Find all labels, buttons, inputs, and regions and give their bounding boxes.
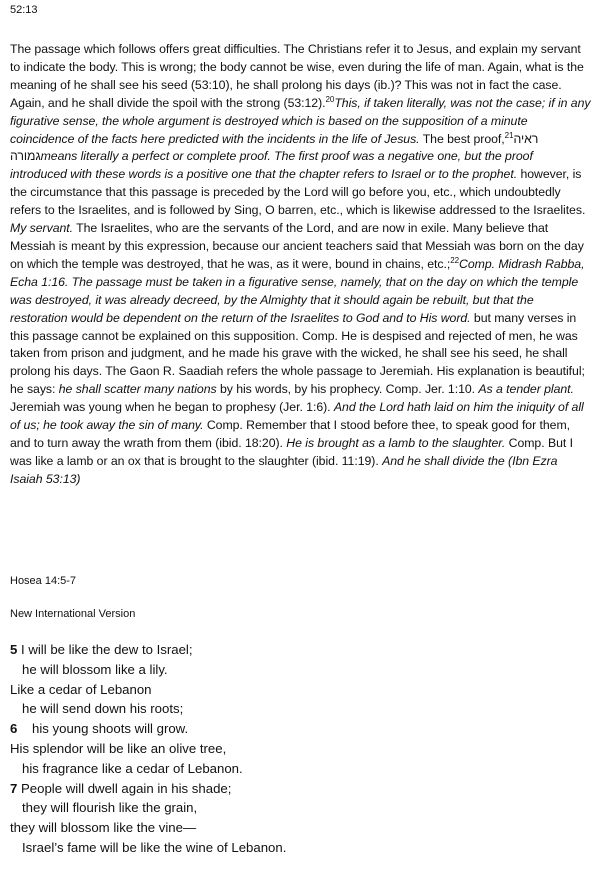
italic-segment: And he shall divide the (Ibn Ezra Isaiah 53:13)	[10, 453, 558, 486]
verse-line	[10, 640, 590, 660]
verse-text: they will flourish like the grain,	[22, 800, 198, 816]
text-segment: however, is the circumstance that this passage is preceded by the Lord will go before you, etc., which undoubtedly refers to the Israelites, and is followed by Sing, O barren, etc., which is likewise addressed to the Israelites.	[10, 167, 586, 218]
italic-segment: This, if taken literally, was not the case; if in any figurative sense, the whole argument is destroyed which is based on the supposition of a minute coincidence of the facts here predicted with the incidents in the life of Jesus.	[10, 95, 591, 146]
verse-line	[10, 660, 590, 680]
verse-text: his young shoots will grow.	[17, 721, 189, 737]
verse-line	[10, 838, 590, 858]
text-segment: The best proof,	[419, 131, 505, 146]
text-segment: but many verses in this passage cannot be explained on this supposition. Comp. He is despised and rejected of men, he was taken from prison and judgment, and he made his grave with the wicked, he shall see his seed, he shall prolong his days. The Gaon R. Saadiah refers the whole passage to Jeremiah. His explanation is beautiful; he says:	[10, 310, 585, 397]
italic-segment: he shall scatter many nations	[58, 382, 217, 397]
verse-line	[10, 798, 590, 818]
verse-number: 5	[10, 642, 18, 657]
hebrew-phrase: ראיה גמורה	[10, 131, 539, 164]
verse-number: 7	[10, 780, 18, 796]
footnote-marker: 22	[450, 255, 460, 265]
verse-line	[10, 739, 590, 759]
verse-text: they will blossom like the vine—	[10, 820, 197, 836]
italic-segment: He is brought as a lamb to the slaughter.	[286, 435, 506, 450]
verse-line	[10, 818, 590, 838]
italic-segment: Comp. Midrash Rabba, Echa 1:16. The passage must be taken in a figurative sense, namely, that on the day on which the temple was destroyed, it was already decreed, by the Almighty that it should again be rebuilt, but that the restoration would be dependent on the return of the Israelites to God and to His word.	[10, 256, 585, 325]
text-segment: The passage which follows offers great difficulties. The Christians refer it to Jesus, and explain my servant to indicate the body. This is wrong; the body cannot be wise, even during the life of man. Again, what is the meaning of he shall see his seed (53:10), he shall prolong his days (ib.)? This was not in fact the case. Again, and he shall divide the spoil with the strong (53:12).	[10, 42, 584, 110]
verse-text: he will send down his roots;	[22, 701, 184, 717]
text-segment: The Israelites, who are the servants of the Lord, and are now in exile. Many believe that Messiah is meant by this expression, because our ancient teachers said that Messiah was born on the day on which the temple was destroyed, that he was, as it were, bound in chains, etc.;	[10, 221, 584, 271]
verse-text: I will be like the dew to Israel;	[17, 642, 193, 657]
verse-text: People will dwell again in his shade;	[17, 780, 232, 796]
verse-line	[10, 759, 590, 779]
verse-line	[10, 779, 590, 799]
translation-version: New International Version	[10, 608, 136, 620]
italic-segment: My servant.	[10, 221, 74, 236]
text-segment: Comp. But I was like a lamb or an ox that is brought to the slaughter (ibid. 11:19).	[10, 435, 573, 468]
italic-segment: means literally a perfect or complete proof. The first proof was a negative one, but the proof introduced with these words is a positive one that the chapter refers to Israel or to the prophet.	[10, 149, 533, 182]
italic-segment: As a tender plant.	[478, 382, 574, 397]
verse-line	[10, 680, 590, 700]
text-segment: Comp. Remember that I stood before thee, to speak good for them, and to turn away the wrath from them (ibid. 18:20).	[10, 418, 571, 450]
verse-text: Israel’s fame will be like the wine of Lebanon.	[22, 839, 287, 855]
verse-line	[10, 719, 590, 739]
italic-segment: And the Lord hath laid on him the iniquity of all of us; he took away the sin of many.	[10, 400, 584, 433]
footnote-marker: 20	[325, 94, 335, 104]
text-segment: Jeremiah was young when he began to prophesy (Jer. 1:6).	[10, 400, 334, 415]
verse-text: Like a cedar of Lebanon	[10, 681, 152, 697]
passage-reference: Hosea 14:5-7	[10, 575, 77, 587]
verse-text: His splendor will be like an olive tree,	[10, 740, 227, 756]
verse-line	[10, 699, 590, 719]
verse-number: 6	[10, 721, 18, 737]
document-page	[10, 3, 592, 489]
verse-block	[10, 640, 590, 858]
text-segment: by his words, by his prophecy. Comp. Jer. 1:10.	[216, 382, 479, 397]
chapter-reference: 52:13	[10, 4, 38, 16]
commentary-paragraph	[10, 41, 592, 489]
footnote-marker: 21	[504, 130, 514, 140]
verse-text: his fragrance like a cedar of Lebanon.	[22, 760, 243, 776]
verse-text: he will blossom like a lily.	[22, 661, 168, 677]
